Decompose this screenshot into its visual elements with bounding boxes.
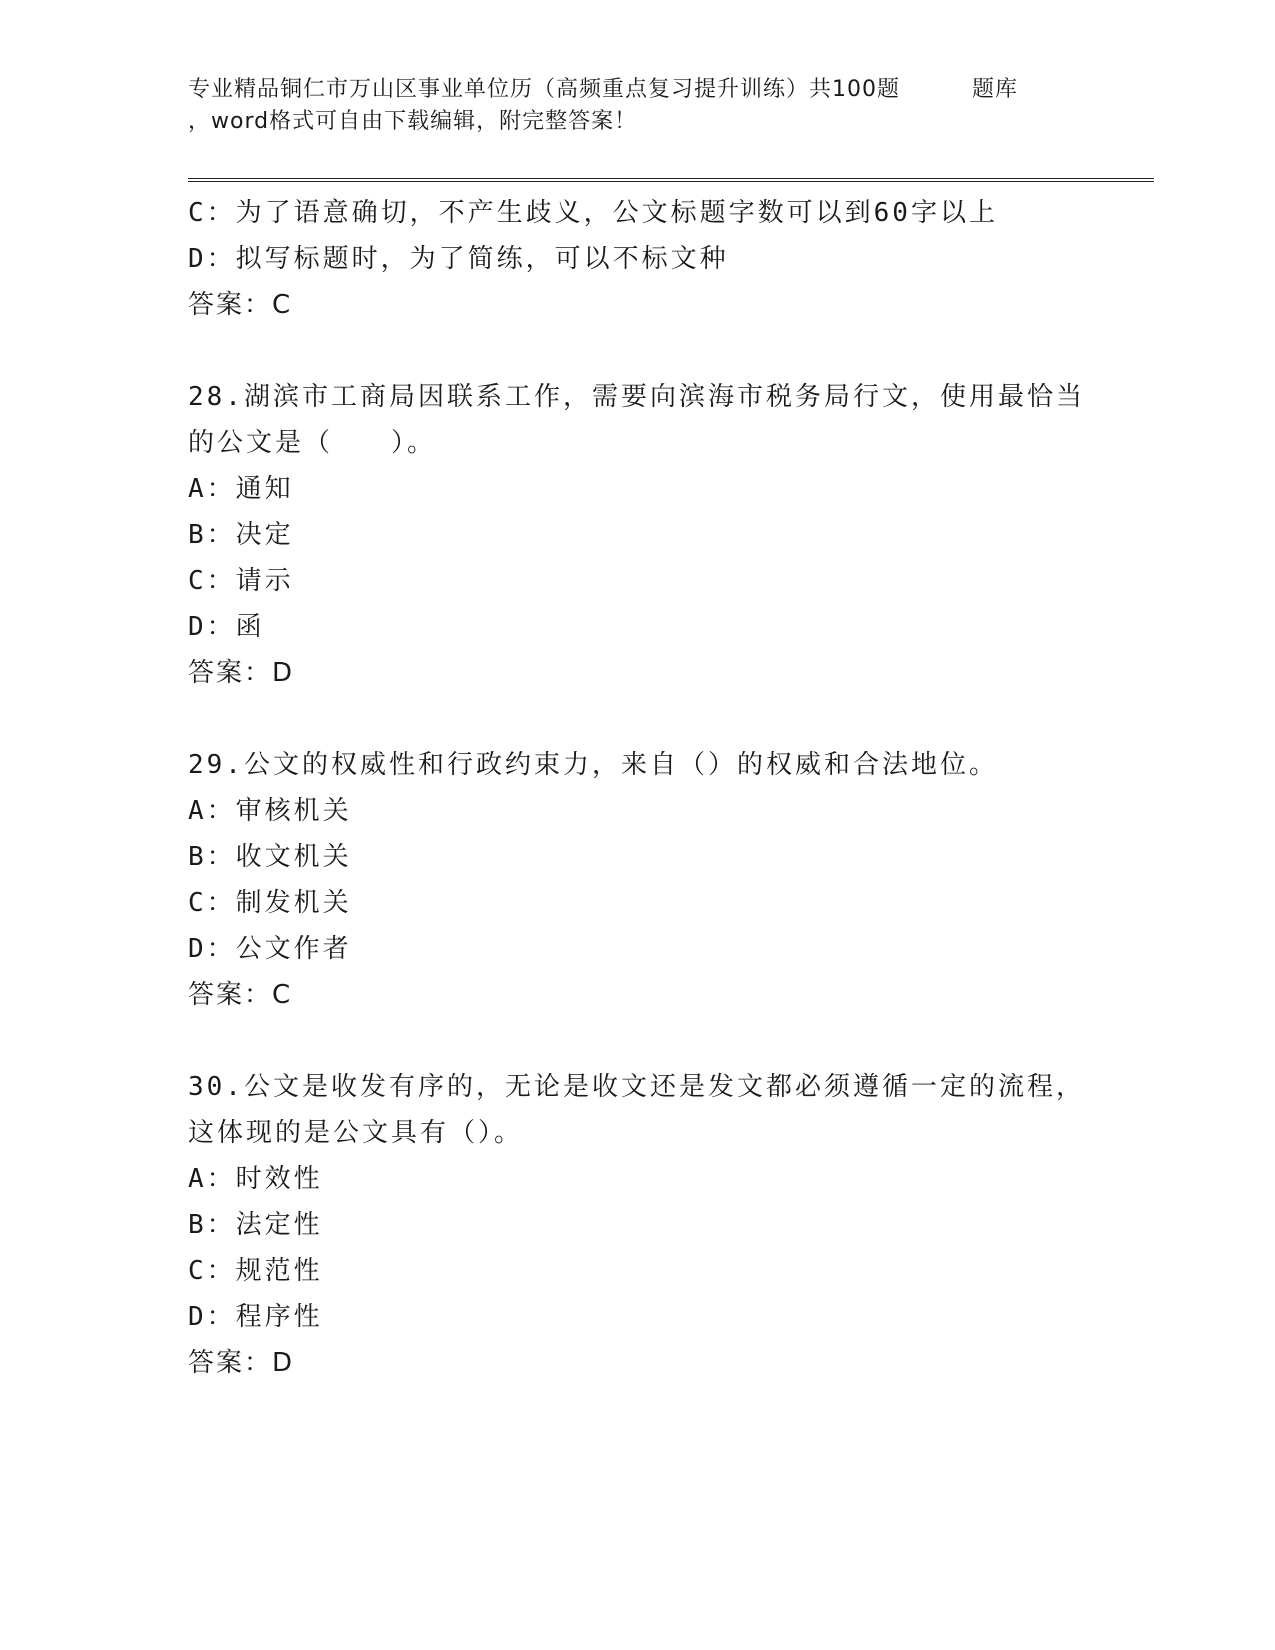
question-stem: 29.公文的权威性和行政约束力，来自（）的权威和合法地位。: [188, 750, 998, 780]
header-title-line2: ，word格式可自由下载编辑，附完整答案！: [188, 109, 638, 134]
question-block-29: [188, 742, 1088, 1018]
question-block-28: [188, 374, 1088, 696]
answer-line: 答案：D: [188, 1348, 295, 1378]
option-c: C：为了语意确切，不产生歧义，公文标题字数可以到60字以上: [188, 198, 998, 228]
option-b: B：法定性: [188, 1210, 323, 1240]
header-tag: 题库: [972, 77, 1019, 102]
option-c: C：制发机关: [188, 888, 352, 918]
option-d: D：拟写标题时，为了简练，可以不标文种: [188, 244, 729, 274]
option-d: D：公文作者: [188, 934, 352, 964]
option-b: B：收文机关: [188, 842, 352, 872]
option-d: D：函: [188, 612, 265, 642]
question-stem-continued: 的公文是（ ）。: [188, 428, 437, 458]
question-block-prev: [188, 190, 1088, 328]
header-title: 专业精品铜仁市万山区事业单位历（高频重点复习提升训练）共100题: [188, 77, 900, 102]
question-stem: 28.湖滨市工商局因联系工作，需要向滨海市税务局行文，使用最恰当: [188, 382, 1085, 412]
answer-line: 答案：C: [188, 290, 293, 320]
question-block-30: [188, 1064, 1088, 1386]
question-stem: 30.公文是收发有序的，无论是收文还是发文都必须遵循一定的流程，: [188, 1072, 1085, 1102]
answer-line: 答案：D: [188, 658, 295, 688]
option-c: C：规范性: [188, 1256, 323, 1286]
option-a: A：通知: [188, 474, 294, 504]
page-header: [188, 74, 1148, 138]
question-list: [188, 190, 1088, 1386]
header-title-line1: [188, 74, 1148, 106]
option-b: B：决定: [188, 520, 294, 550]
header-divider-bottom: [188, 181, 1154, 182]
option-d: D：程序性: [188, 1302, 323, 1332]
header-divider-top: [188, 178, 1154, 179]
option-c: C：请示: [188, 566, 294, 596]
option-a: A：时效性: [188, 1164, 323, 1194]
option-a: A：审核机关: [188, 796, 352, 826]
question-stem-continued: 这体现的是公文具有（）。: [188, 1118, 524, 1148]
answer-line: 答案：C: [188, 980, 293, 1010]
